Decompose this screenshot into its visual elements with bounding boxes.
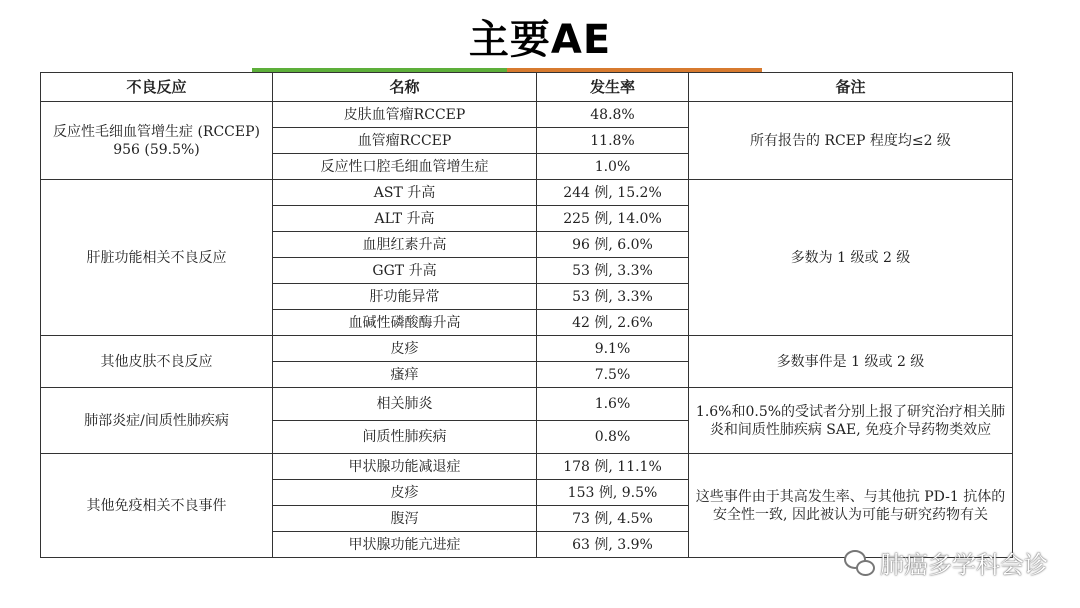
category-cell: 肺部炎症/间质性肺疾病 (41, 388, 273, 454)
wechat-icon (844, 550, 874, 576)
table-row (41, 454, 1013, 480)
name-cell: AST 升高 (273, 180, 537, 206)
note-cell: 多数事件是 1 级或 2 级 (689, 336, 1013, 388)
name-cell: 间质性肺疾病 (273, 421, 537, 454)
header-adverse-reaction: 不良反应 (41, 73, 273, 102)
name-cell: 瘙痒 (273, 362, 537, 388)
table-row (41, 388, 1013, 421)
rate-cell: 244 例, 15.2% (537, 180, 689, 206)
name-cell: 甲状腺功能减退症 (273, 454, 537, 480)
rate-cell: 153 例, 9.5% (537, 480, 689, 506)
rate-cell: 0.8% (537, 421, 689, 454)
name-cell: 血胆红素升高 (273, 232, 537, 258)
note-cell: 1.6%和0.5%的受试者分别上报了研究治疗相关肺炎和间质性肺疾病 SAE, 免疫介导药物类效应 (689, 388, 1013, 454)
rate-cell: 1.0% (537, 154, 689, 180)
name-cell: 甲状腺功能亢进症 (273, 532, 537, 558)
rate-cell: 53 例, 3.3% (537, 258, 689, 284)
table-row (41, 336, 1013, 362)
name-cell: 反应性口腔毛细血管增生症 (273, 154, 537, 180)
rate-cell: 225 例, 14.0% (537, 206, 689, 232)
name-cell: 皮疹 (273, 480, 537, 506)
note-cell: 所有报告的 RCEP 程度均≤2 级 (689, 102, 1013, 180)
header-name: 名称 (273, 73, 537, 102)
category-cell: 反应性毛细血管增生症 (RCCEP) 956 (59.5%) (41, 102, 273, 180)
name-cell: 皮疹 (273, 336, 537, 362)
category-cell: 肝脏功能相关不良反应 (41, 180, 273, 336)
page-title: 主要AE (468, 17, 612, 63)
rate-cell: 96 例, 6.0% (537, 232, 689, 258)
note-cell: 这些事件由于其高发生率、与其他抗 PD-1 抗体的安全性一致, 因此被认为可能与研究药物有关 (689, 454, 1013, 558)
watermark (844, 545, 1048, 580)
note-cell: 多数为 1 级或 2 级 (689, 180, 1013, 336)
category-cell: 其他皮肤不良反应 (41, 336, 273, 388)
table-row (41, 102, 1013, 128)
rate-cell: 48.8% (537, 102, 689, 128)
category-cell: 其他免疫相关不良事件 (41, 454, 273, 558)
rate-cell: 73 例, 4.5% (537, 506, 689, 532)
rate-cell: 63 例, 3.9% (537, 532, 689, 558)
rate-cell: 178 例, 11.1% (537, 454, 689, 480)
rate-cell: 11.8% (537, 128, 689, 154)
name-cell: 肝功能异常 (273, 284, 537, 310)
name-cell: ALT 升高 (273, 206, 537, 232)
ae-table (40, 72, 1013, 558)
rate-cell: 42 例, 2.6% (537, 310, 689, 336)
watermark-text: 肺癌多学科会诊 (880, 551, 1048, 579)
name-cell: 皮肤血管瘤RCCEP (273, 102, 537, 128)
header-incidence: 发生率 (537, 73, 689, 102)
name-cell: 腹泻 (273, 506, 537, 532)
rate-cell: 1.6% (537, 388, 689, 421)
rate-cell: 7.5% (537, 362, 689, 388)
table-header-row (41, 73, 1013, 102)
name-cell: GGT 升高 (273, 258, 537, 284)
rate-cell: 9.1% (537, 336, 689, 362)
table-row (41, 180, 1013, 206)
header-notes: 备注 (689, 73, 1013, 102)
rate-cell: 53 例, 3.3% (537, 284, 689, 310)
name-cell: 相关肺炎 (273, 388, 537, 421)
name-cell: 血管瘤RCCEP (273, 128, 537, 154)
name-cell: 血碱性磷酸酶升高 (273, 310, 537, 336)
